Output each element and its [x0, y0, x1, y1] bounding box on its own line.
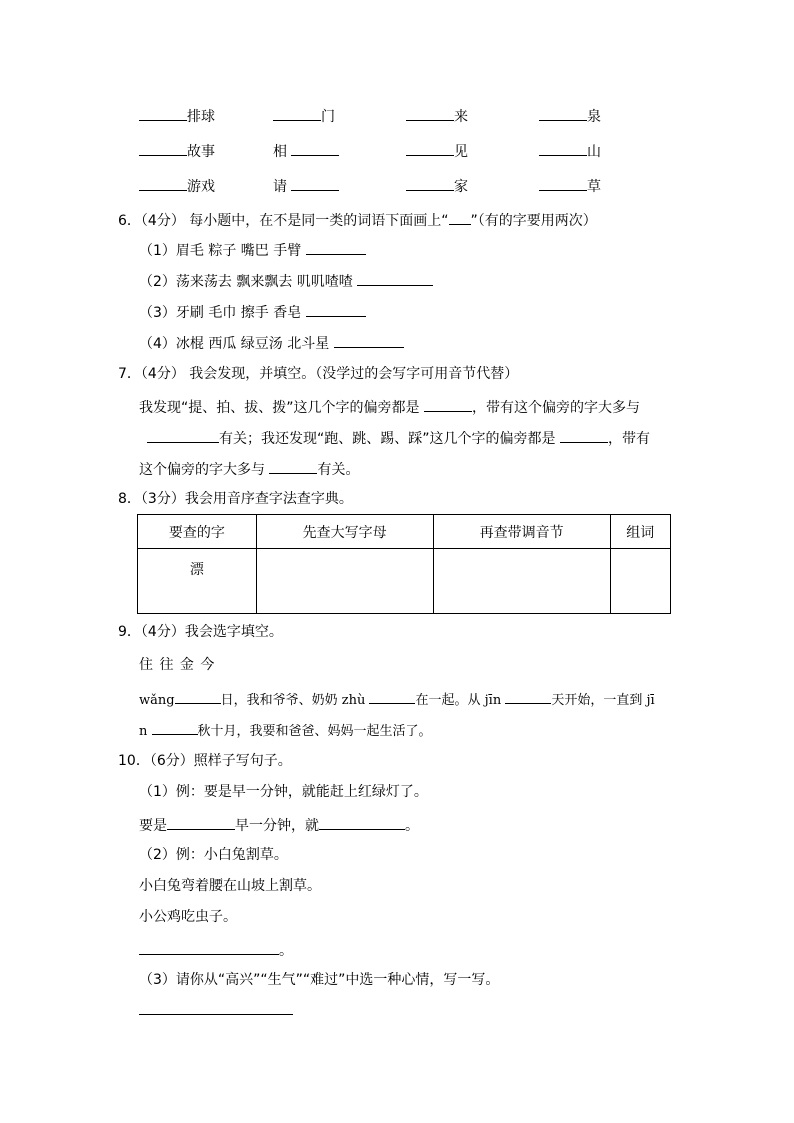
answer-blank[interactable] — [539, 176, 587, 191]
q9-choices: 住 往 金 今 — [139, 657, 216, 673]
answer-blank[interactable] — [147, 428, 219, 443]
answer-cell[interactable] — [610, 549, 670, 614]
q10-prompt: 小公鸡吃虫子。 — [139, 909, 237, 925]
q10-prompt: （3）请你从“高兴”“生气”“难过”中选一种心情，写一写。 — [139, 972, 500, 988]
answer-blank[interactable] — [291, 141, 339, 156]
answer-blank[interactable] — [357, 271, 433, 286]
answer-blank[interactable] — [369, 689, 415, 704]
answer-blank[interactable] — [406, 141, 454, 156]
underline-sample — [449, 210, 471, 225]
answer-blank[interactable] — [152, 720, 198, 735]
answer-blank[interactable] — [505, 689, 551, 704]
q7-line: 有关；我还发现“跑、跳、踢、踩”这几个字的偏旁都是 ，带有 — [147, 428, 650, 448]
dictionary-lookup-table — [137, 514, 671, 614]
q10-example: （2）例：小白兔割草。 — [139, 847, 288, 863]
q10-example: 小白兔弯着腰在山坡上割草。 — [139, 878, 321, 894]
q5-item: 山 — [539, 141, 601, 161]
q6-stem: 6．（4分） 每小题中，在不是同一类的词语下面画上“ ”（有的字要用两次） — [118, 210, 597, 230]
q5-item: 泉 — [539, 106, 601, 126]
answer-blank[interactable] — [539, 141, 587, 156]
q5-item: 请 — [273, 176, 339, 196]
q6-item: （3）牙刷 毛巾 擦手 香皂 — [139, 302, 366, 322]
q9-line: n 秋十月，我要和爸爸、妈妈一起生活了。 — [139, 720, 432, 741]
table-header-cell: 先查大写字母 — [256, 515, 433, 549]
q5-item: 来 — [406, 106, 468, 126]
q7-line: 这个偏旁的字大多与 有关。 — [139, 459, 359, 479]
q9-line: wǎng 日，我和爷爷、奶奶 zhù 在一起。从 jīn 天开始，一直到 jī — [139, 689, 655, 710]
answer-blank[interactable] — [306, 240, 366, 255]
q5-item: 故事 — [139, 141, 215, 161]
q6-item: （4）冰棍 西瓜 绿豆汤 北斗星 — [139, 333, 404, 353]
table-header-cell: 组词 — [610, 515, 670, 549]
table-cell: 漂 — [138, 549, 257, 614]
answer-blank[interactable] — [406, 176, 454, 191]
q5-item: 门 — [273, 106, 335, 126]
table-header-cell: 再查带调音节 — [433, 515, 610, 549]
answer-cell[interactable] — [256, 549, 433, 614]
q9-stem: 9．（4分）我会选字填空。 — [118, 624, 283, 640]
q5-item: 草 — [539, 176, 601, 196]
answer-blank[interactable] — [139, 141, 187, 156]
answer-blank[interactable] — [175, 689, 221, 704]
answer-cell[interactable] — [433, 549, 610, 614]
answer-blank[interactable] — [167, 815, 235, 830]
q10-line — [139, 1000, 293, 1020]
answer-blank[interactable] — [334, 333, 404, 348]
answer-blank[interactable] — [269, 459, 317, 474]
table-header-row — [138, 515, 671, 549]
answer-blank[interactable] — [539, 106, 587, 121]
q5-item: 排球 — [139, 106, 215, 126]
q10-line: 。 — [139, 940, 293, 960]
q10-stem: 10．（6分）照样子写句子。 — [118, 753, 292, 769]
answer-blank[interactable] — [406, 106, 454, 121]
q6-item: （1）眉毛 粽子 嘴巴 手臂 — [139, 240, 366, 260]
answer-blank[interactable] — [291, 176, 339, 191]
q7-stem: 7．（4分） 我会发现，并填空。（没学过的会写字可用音节代替） — [118, 366, 519, 382]
answer-blank[interactable] — [560, 428, 608, 443]
answer-blank[interactable] — [139, 1000, 293, 1015]
q10-example: （1）例：要是早一分钟，就能赶上红绿灯了。 — [139, 784, 428, 800]
answer-blank[interactable] — [306, 302, 366, 317]
answer-blank[interactable] — [424, 397, 472, 412]
table-row — [138, 549, 671, 614]
q5-item: 家 — [406, 176, 468, 196]
q10-line: 要是 早一分钟，就 。 — [139, 815, 419, 835]
answer-blank[interactable] — [139, 106, 187, 121]
q5-item: 相 — [273, 141, 339, 161]
q8-stem: 8．（3分）我会用音序查字法查字典。 — [118, 491, 353, 507]
answer-blank[interactable] — [139, 176, 187, 191]
q6-item: （2）荡来荡去 飘来飘去 叽叽喳喳 — [139, 271, 433, 291]
answer-blank[interactable] — [273, 106, 321, 121]
answer-blank[interactable] — [139, 940, 279, 955]
q5-item: 见 — [406, 141, 468, 161]
q7-line: 我发现“提、拍、拔、拨”这几个字的偏旁都是 ，带有这个偏旁的字大多与 — [139, 397, 640, 417]
answer-blank[interactable] — [319, 815, 405, 830]
table-header-cell: 要查的字 — [138, 515, 257, 549]
q5-item: 游戏 — [139, 176, 215, 196]
